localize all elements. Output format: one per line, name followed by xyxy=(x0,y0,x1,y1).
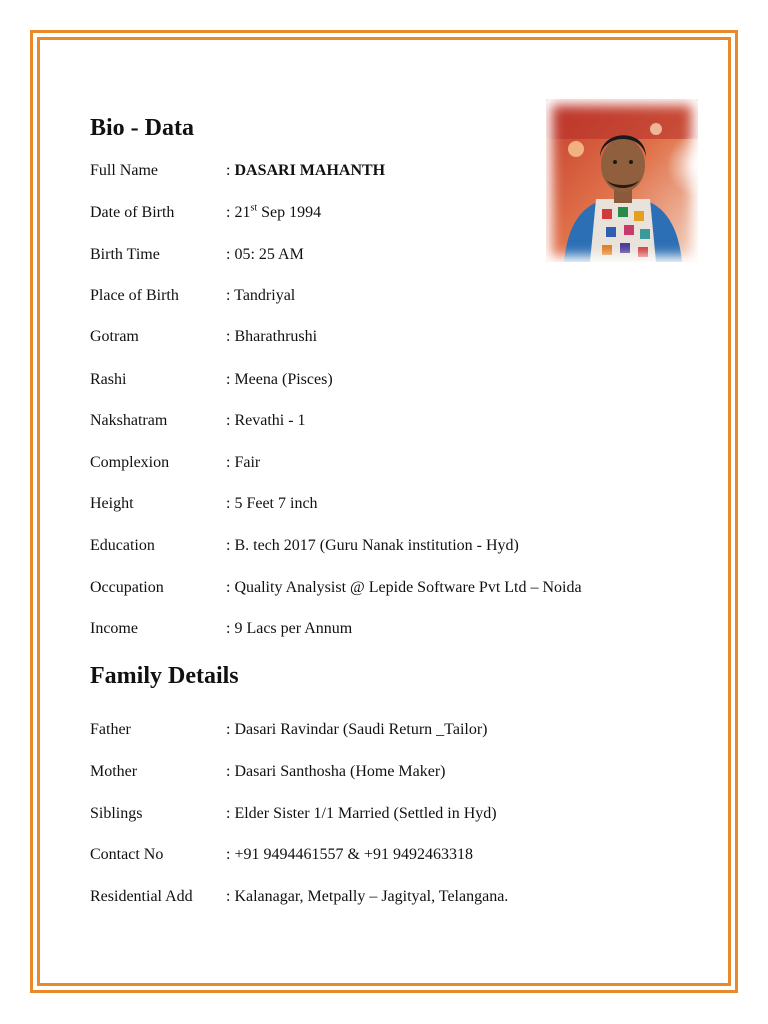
gotram-value: : Bharathrushi xyxy=(226,328,318,345)
occupation-label: Occupation xyxy=(90,579,164,596)
row-height xyxy=(90,494,650,514)
income-label: Income xyxy=(90,620,138,637)
occupation-value: : Quality Analysist @ Lepide Software Pvt Ltd – Noida xyxy=(226,579,582,596)
family-details-heading: Family Details xyxy=(90,663,239,689)
contact-no-value: : +91 9494461557 & +91 9492463318 xyxy=(226,846,473,863)
place-of-birth-label: Place of Birth xyxy=(90,287,179,304)
education-label: Education xyxy=(90,537,155,554)
gotram-label: Gotram xyxy=(90,328,139,345)
row-date-of-birth xyxy=(90,203,650,223)
education-value: : B. tech 2017 (Guru Nanak institution - Hyd) xyxy=(226,537,519,554)
full-name-value: : DASARI MAHANTH xyxy=(226,162,386,179)
row-nakshatram xyxy=(90,411,650,431)
residential-address-value: : Kalanagar, Metpally – Jagityal, Telangana. xyxy=(226,888,509,905)
row-residential-address xyxy=(90,887,650,907)
complexion-value: : Fair xyxy=(226,454,261,471)
row-father xyxy=(90,720,650,740)
row-siblings xyxy=(90,804,650,824)
row-full-name xyxy=(90,161,650,181)
row-gotram xyxy=(90,327,650,347)
dob-label: Date of Birth xyxy=(90,204,175,221)
row-rashi xyxy=(90,370,650,390)
rashi-label: Rashi xyxy=(90,371,127,388)
height-value: : 5 Feet 7 inch xyxy=(226,495,318,512)
full-name-label: Full Name xyxy=(90,162,158,179)
row-place-of-birth xyxy=(90,286,650,306)
residential-address-label: Residential Add xyxy=(90,888,193,905)
row-complexion xyxy=(90,453,650,473)
row-occupation xyxy=(90,578,650,598)
bio-data-heading: Bio - Data xyxy=(90,115,194,141)
siblings-value: : Elder Sister 1/1 Married (Settled in Hyd) xyxy=(226,805,497,822)
nakshatram-label: Nakshatram xyxy=(90,412,168,429)
row-income xyxy=(90,619,650,639)
row-birth-time xyxy=(90,245,650,265)
dob-value: : 21st Sep 1994 xyxy=(226,202,322,221)
mother-value: : Dasari Santhosha (Home Maker) xyxy=(226,763,446,780)
birth-time-label: Birth Time xyxy=(90,246,160,263)
height-label: Height xyxy=(90,495,134,512)
birth-time-value: : 05: 25 AM xyxy=(226,246,304,263)
place-of-birth-value: : Tandriyal xyxy=(226,287,296,304)
rashi-value: : Meena (Pisces) xyxy=(226,371,333,388)
contact-no-label: Contact No xyxy=(90,846,164,863)
complexion-label: Complexion xyxy=(90,454,170,471)
row-education xyxy=(90,536,650,556)
siblings-label: Siblings xyxy=(90,805,143,822)
nakshatram-value: : Revathi - 1 xyxy=(226,412,306,429)
row-contact-no xyxy=(90,845,650,865)
income-value: : 9 Lacs per Annum xyxy=(226,620,353,637)
father-value: : Dasari Ravindar (Saudi Return _Tailor) xyxy=(226,721,488,738)
mother-label: Mother xyxy=(90,763,138,780)
row-mother xyxy=(90,762,650,782)
father-label: Father xyxy=(90,721,131,738)
